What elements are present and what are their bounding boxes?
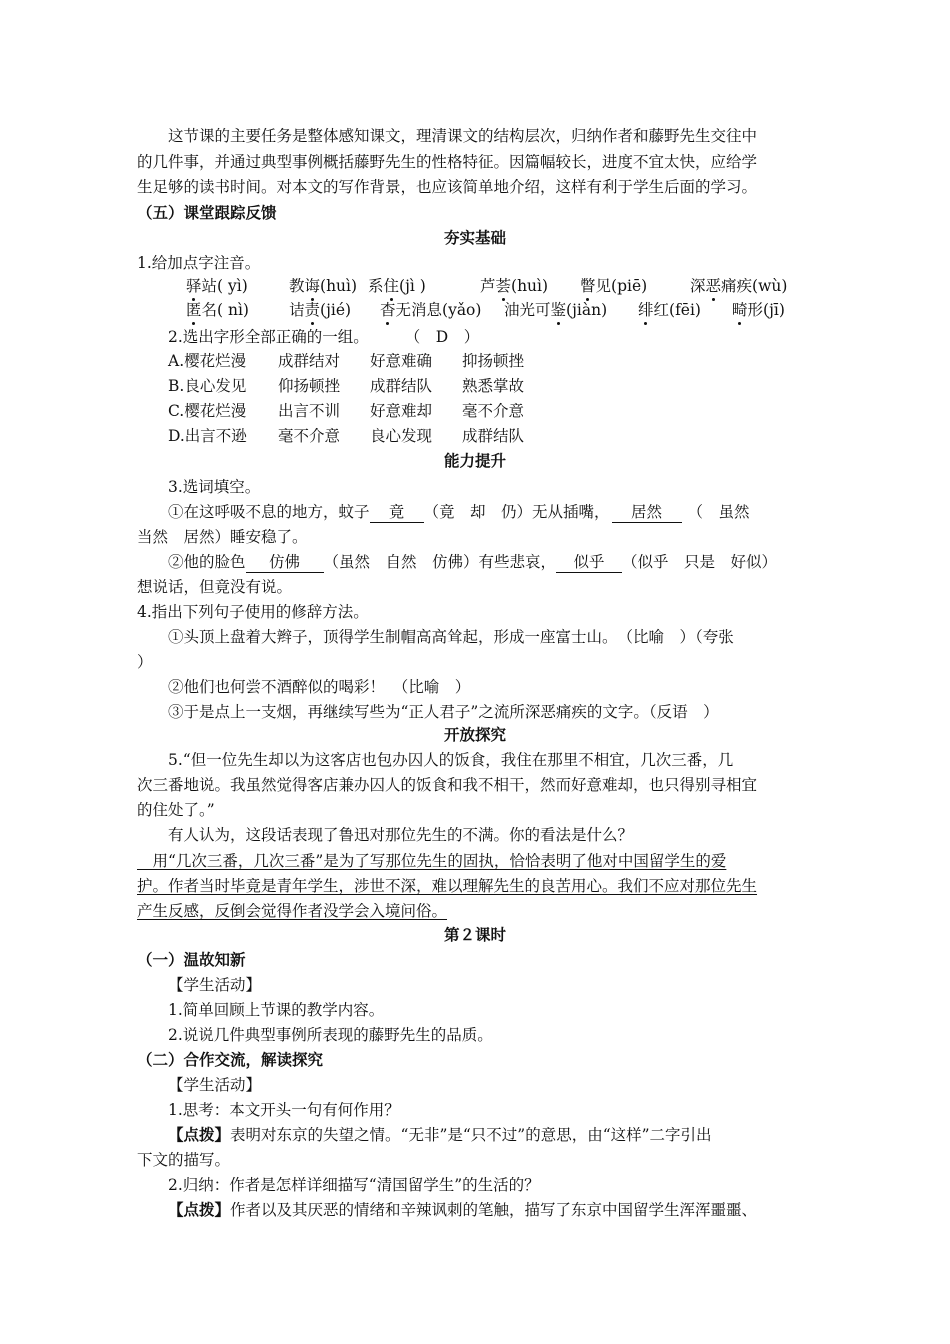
option-word: 熟悉掌故 [462,377,525,395]
option-word: 好意难确 [370,352,433,370]
answer-blank: 居然 [612,502,682,523]
option-word: A.樱花烂漫 [168,352,247,370]
question-5: 5.“但一位先生却以为这客店也包办囚人的饭食，我住在那里不相宜，几次三番，几 [168,751,734,769]
option-word: 仰扬顿挫 [278,377,341,395]
tip-text: 表明对东京的失望之情。“无非”是“只不过”的意思，由“这样”二字引出 [230,1126,712,1144]
section-heading: （一）温故知新 [137,950,246,969]
sentence-text: （似乎 只是 好似） [622,553,778,571]
document-page: 这节课的主要任务是整体感知课文，理清课文的结构层次，归纳作者和藤野先生交往中 的几件事，并通过典型事例概括藤野先生的性格特征。因篇幅较长，进度不宜太快，应给学 生足够的读书时间。对本文的写作背景，也应该简单地介绍，这样有利于学生后面的学习。 （五）课堂跟踪反馈 夯实基础 1.给加点字注音。 驿站( yì) 教诲(huì) 系住(jì ) 芦荟(huì) 瞥见(piē) 深恶痛疾(wù) 匿名( nì) 诘责(jié) 杳无消息(yǎo) 油光可鉴(jiàn) 绯红(fēi) 畸形(jī) 2.选出字形全部正确的一组。 （ D ） A.樱花烂漫 成群结对 好意难确 抑扬顿挫 B.良心发见 仰扬顿挫 成群结队 熟悉掌故 C.樱花烂漫 出言不训 好意难却 毫不介意 D.出言不逊 毫不介意 良心发现 成群结队 能力提升 3.选词填空。 ①在这呼吸不息的地方，蚊子 竟 （竟 却 仍）无从插嘴， 居然 （ 虽然 当然 居然）睡安稳了。 ②他的脸色 仿佛 （虽然 自然 仿佛）有些悲哀， 似乎 （似乎 只是 好似） 想说话，但竟没有说。 4.指出下列句子使用的修辞方法。 ①头顶上盘着大辫子，顶得学生制帽高高耸起，形成一座富士山。 （比喻 ）（夸张 ） ②他们也何尝不酒醉似的喝彩！ （比喻 ） ③于是点上一支烟，再继续写些为“正人君子”之流所深恶痛疾的文字。（反语 ） 开放探究 5.“但一位先生却以为这客店也包办囚人的饭食，我住在那里不相宜，几次三番，几 次三番地说。我虽然觉得客店兼办囚人的饭食和我不相干，然而好意难却，也只得别寻相宜 的住处了。” 有人认为，这段话表现了鲁迅对那位先生的不满。你的看法是什么？ 用“几次三番，几次三番”是为了写那位先生的固执，恰恰表明了他对中国留学生的爱 护。作者当时毕竟是青年学生，涉世不深，难以理解先生的良苦用心。我们不应对那位先生 产生反感，反倒会觉得作者没学会入境问俗。 第２课时 （一）温故知新 【学生活动】 1.简单回顾上节课的教学内容。 2.说说几件典型事例所表现的藤野先生的品质。 （二）合作交流，解读探究 【学生活动】 1.思考：本文开头一句有何作用？ 【点拨】表明对东京的失望之情。“无非”是“只不过”的意思，由“这样”二字引出 下文的描写。 2.归纳：作者是怎样详细描写“清国留学生”的生活的？ 【点拨】作者以及其厌恶的情绪和辛辣讽刺的笔触，描写了东京中国留学生浑浑噩噩、 [0,0,950,1344]
intro-line: 的几件事，并通过典型事例概括藤野先生的性格特征。因篇幅较长，进度不宜太快，应给学 [137,153,758,171]
question-4-item-1-cont: ） [137,653,153,671]
option-word: 抑扬顿挫 [462,352,525,370]
option-word: 成群结队 [462,427,525,445]
question-3: 3.选词填空。 [168,478,261,496]
question-4-item-2: ②他们也何尝不酒醉似的喝彩！ （比喻 ） [168,678,471,696]
option-word: 出言不训 [278,402,341,420]
pinyin-item: 站( yì) [201,277,248,295]
question-2-answer: （ D ） [404,328,480,346]
lesson-title: 第２课时 [443,925,506,944]
question-3-item-2-cont: 想说话，但竟没有说。 [137,578,293,596]
sentence-text: （竟 却 仍）无从插嘴， [423,503,610,521]
activity-item: 1.思考：本文开头一句有何作用？ [168,1101,400,1119]
answer-blank: 竟 [370,502,424,523]
activity-item: 2.说说几件典型事例所表现的藤野先生的品质。 [168,1026,493,1044]
option-word: D.出言不逊 [168,427,247,445]
sentence-text: （ 虽然 [687,503,750,521]
activity-label: 【学生活动】 [168,1076,262,1094]
question-3-item-2 [168,552,777,573]
subsection-heading: 夯实基础 [443,228,506,247]
question-5-prompt: 有人认为，这段话表现了鲁迅对那位先生的不满。你的看法是什么？ [168,826,634,844]
question-1: 1.给加点字注音。 [137,254,261,272]
subsection-heading: 能力提升 [443,451,506,470]
tip-line [168,1200,757,1220]
option-word: 好意难却 [370,402,433,420]
question-5-line: 次三番地说。我虽然觉得客店兼办囚人的饭食和我不相干，然而好意难却，也只得别寻相宜 [137,776,758,794]
option-word: B.良心发见 [168,377,247,395]
option-word: 良心发现 [370,427,433,445]
option-word: C.樱花烂漫 [168,402,247,420]
question-5-line: 的住处了。” [137,801,215,819]
sentence-text: ②他的脸色 [168,553,246,571]
intro-line: 生足够的读书时间。对本文的写作背景，也应该简单地介绍，这样有利于学生后面的学习。 [137,178,758,196]
answer-line: 护。作者当时毕竟是青年学生，涉世不深，难以理解先生的良苦用心。我们不应对那位先生 [137,877,758,895]
option-word: 毫不介意 [278,427,341,445]
section-heading: （二）合作交流，解读探究 [137,1050,324,1069]
sentence-text: （虽然 自然 仿佛）有些悲哀， [323,553,557,571]
tip-label: 【点拨】 [168,1200,231,1219]
question-3-item-1-cont: 当然 居然）睡安稳了。 [137,528,308,546]
question-4-item-3: ③于是点上一支烟，再继续写些为“正人君子”之流所深恶痛疾的文字。（反语 ） [168,703,719,721]
tip-line-cont: 下文的描写。 [137,1151,231,1169]
tip-line [168,1125,712,1145]
option-word: 成群结队 [370,377,433,395]
activity-item: 2.归纳：作者是怎样详细描写“清国留学生”的生活的？ [168,1176,540,1194]
answer-line: 产生反感，反倒会觉得作者没学会入境问俗。 [137,902,448,920]
tip-text: 作者以及其厌恶的情绪和辛辣讽刺的笔触，描写了东京中国留学生浑浑噩噩、 [230,1201,758,1219]
question-2 [168,327,479,347]
activity-item: 1.简单回顾上节课的教学内容。 [168,1001,385,1019]
option-word: 毫不介意 [462,402,525,420]
sentence-text: ①在这呼吸不息的地方，蚊子 [168,503,370,521]
question-4: 4.指出下列句子使用的修辞方法。 [137,603,369,621]
answer-blank: 仿佛 [246,552,324,573]
question-2-text: 2.选出字形全部正确的一组。 [168,328,369,346]
answer-line: 用“几次三番，几次三番”是为了写那位先生的固执，恰恰表明了他对中国留学生的爱 [137,852,727,870]
question-3-item-1 [168,502,750,523]
subsection-heading: 开放探究 [443,725,506,744]
answer-blank: 似乎 [556,552,622,573]
activity-label: 【学生活动】 [168,976,262,994]
tip-label: 【点拨】 [168,1125,231,1144]
question-4-item-1: ①头顶上盘着大辫子，顶得学生制帽高高耸起，形成一座富士山。 （比喻 ）（夸张 [168,628,734,646]
section-heading: （五）课堂跟踪反馈 [137,203,277,222]
intro-line: 这节课的主要任务是整体感知课文，理清课文的结构层次，归纳作者和藤野先生交往中 [168,127,758,145]
option-word: 成群结对 [278,352,341,370]
